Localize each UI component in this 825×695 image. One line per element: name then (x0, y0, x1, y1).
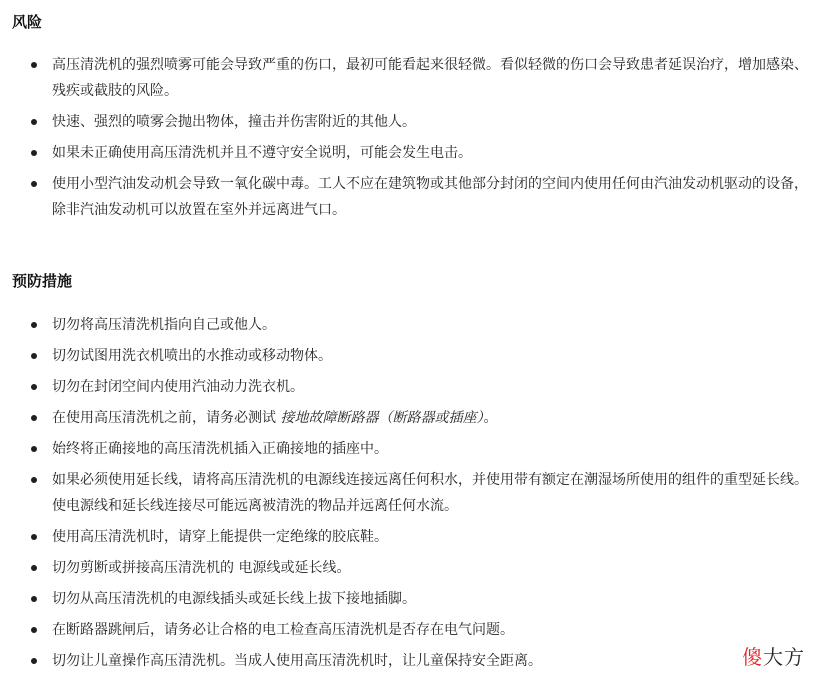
list-item-text: 切勿试图用洗衣机喷出的水推动或移动物体。 (52, 348, 332, 364)
bullet-icon (31, 353, 37, 359)
section-title-risks: 风险 (12, 13, 43, 31)
list-item (0, 524, 825, 550)
list-item-text: 快速、强烈的喷雾会抛出物体，撞击并伤害附近的其他人。 (52, 114, 416, 130)
list-item-suffix: 。 (483, 410, 498, 426)
list-item (0, 555, 825, 581)
bullet-icon (31, 415, 37, 421)
list-item-text: 切勿让儿童操作高压清洗机。当成人使用高压清洗机时，让儿童保持安全距离。 (52, 653, 542, 669)
bullet-icon (31, 477, 37, 483)
list-item (0, 467, 825, 519)
risks-list (0, 52, 825, 228)
watermark-red-char: 傻 (742, 645, 763, 669)
bullet-icon (31, 565, 37, 571)
bullet-icon (31, 62, 37, 68)
watermark (742, 645, 805, 669)
list-item-text: 切勿从高压清洗机的电源线插头或延长线上拔下接地插脚。 (52, 591, 416, 607)
gfci-emphasis: 接地故障断路器（断路器或插座） (280, 410, 484, 426)
bullet-icon (31, 181, 37, 187)
list-item (0, 648, 825, 674)
list-item-text: 如果未正确使用高压清洗机并且不遵守安全说明，可能会发生电击。 (52, 145, 472, 161)
list-item-text: 在断路器跳闸后，请务必让合格的电工检查高压清洗机是否存在电气问题。 (52, 622, 514, 638)
list-item (0, 436, 825, 462)
list-item (0, 52, 825, 104)
bullet-icon (31, 658, 37, 664)
list-item (0, 109, 825, 135)
list-item (0, 405, 825, 431)
bullet-icon (31, 119, 37, 125)
list-item-text: 切勿在封闭空间内使用汽油动力洗衣机。 (52, 379, 304, 395)
list-item-text: 如果必须使用延长线，请将高压清洗机的电源线连接远离任何积水，并使用带有额定在潮湿场所使用的组件的重型延长线。 使电源线和延长线连接尽可能远离被清洗的物品并远离任何水流。 (52, 472, 808, 514)
list-item-text: 高压清洗机的强烈喷雾可能会导致严重的伤口，最初可能看起来很轻微。看似轻微的伤口会导致患者延误治疗，增加感染、残疾或截肢的风险。 (52, 57, 808, 99)
list-item (0, 171, 825, 223)
bullet-icon (31, 627, 37, 633)
list-item-text: 使用小型汽油发动机会导致一氧化碳中毒。工人不应在建筑物或其他部分封闭的空间内使用任何由汽油发动机驱动的设备，除非汽油发动机可以放置在室外并远离进气口。 (52, 176, 808, 218)
bullet-icon (31, 446, 37, 452)
list-item (0, 312, 825, 338)
list-item-prefix: 在使用高压清洗机之前，请务必测试 (52, 410, 281, 426)
bullet-icon (31, 534, 37, 540)
section-title-precautions: 预防措施 (12, 272, 73, 290)
list-item-text: 始终将正确接地的高压清洗机插入正确接地的插座中。 (52, 441, 388, 457)
list-item (0, 374, 825, 400)
bullet-icon (31, 322, 37, 328)
list-item-text: 切勿将高压清洗机指向自己或他人。 (52, 317, 276, 333)
list-item (0, 586, 825, 612)
watermark-black-chars: 大方 (763, 645, 805, 669)
precautions-list (0, 312, 825, 679)
list-item-text: 使用高压清洗机时，请穿上能提供一定绝缘的胶底鞋。 (52, 529, 388, 545)
list-item (0, 617, 825, 643)
list-item-text: 切勿剪断或拼接高压清洗机的 电源线或延长线。 (52, 560, 351, 576)
list-item (0, 343, 825, 369)
bullet-icon (31, 150, 37, 156)
bullet-icon (31, 384, 37, 390)
bullet-icon (31, 596, 37, 602)
list-item (0, 140, 825, 166)
